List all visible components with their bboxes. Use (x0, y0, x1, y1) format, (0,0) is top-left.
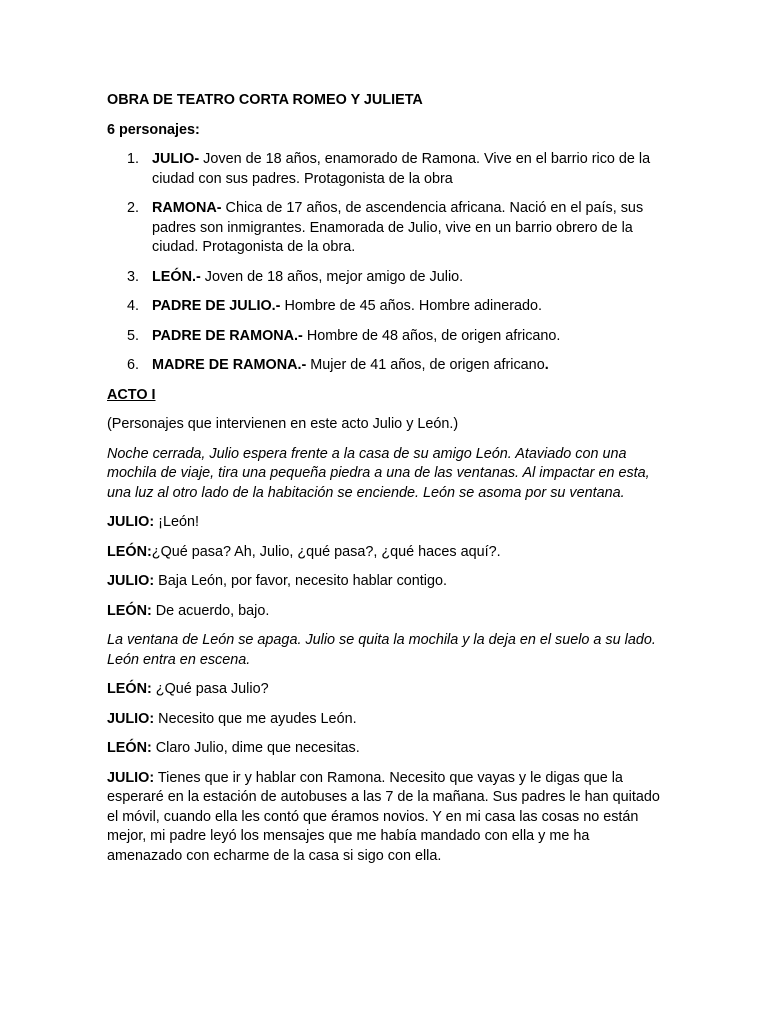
speaker-name: LEÓN: (107, 602, 152, 619)
dialogue-text: ¡León! (154, 514, 199, 530)
dialogue-text: ¿Qué pasa Julio? (151, 681, 269, 697)
dialogue-text: Baja León, por favor, necesito hablar contigo. (154, 573, 447, 589)
character-description: Joven de 18 años, mejor amigo de Julio. (200, 268, 464, 285)
document-page (107, 91, 667, 876)
character-description: Joven de 18 años, enamorado de Ramona. Vive en el barrio rico de la ciudad con sus padres. Protagonista de la obra (152, 151, 651, 187)
character-name: JULIO- (152, 151, 200, 167)
stage-direction: Noche cerrada, Julio espera frente a la casa de su amigo León. Ataviado con una mochila de viaje, tira una pequeña piedra a una de las ventanas. Al impactar en esta, una luz al otro lado de la habitación se enciende. León se asoma por su ventana. (107, 445, 650, 501)
dialogue-line (107, 572, 667, 592)
speaker-name: LEÓN: (107, 740, 152, 756)
character-item (107, 268, 667, 288)
character-item (107, 356, 667, 376)
character-number: 1. (127, 151, 140, 167)
dialogue-line (107, 513, 667, 533)
character-name: PADRE DE RAMONA.- (152, 327, 303, 344)
dialogue-text: Claro Julio, dime que necesitas. (151, 740, 360, 756)
dialogue-line (107, 680, 667, 700)
character-description: Mujer de 41 años, de origen africano (306, 357, 545, 373)
dialogue-text: ¿Qué pasa? Ah, Julio, ¿qué pasa?, ¿qué haces aquí?. (151, 543, 501, 560)
character-number: 3. (127, 268, 140, 285)
character-name: LEÓN.- (152, 268, 201, 285)
stage-direction: La ventana de León se apaga. Julio se quita la mochila y la deja en el suelo a su lado. León entra en escena. (107, 632, 656, 668)
dialogue-line (107, 710, 667, 730)
dialogue-line (107, 769, 667, 867)
character-number: 2. (127, 200, 140, 216)
character-description-period: . (544, 357, 549, 373)
act-note: (Personajes que intervienen en este acto Julio y León.) (107, 416, 459, 432)
character-name: MADRE DE RAMONA.- (152, 357, 307, 373)
speaker-name: LEÓN: (107, 681, 152, 697)
character-name: RAMONA- (152, 200, 222, 216)
dialogue-line (107, 602, 667, 622)
dialogue-text: Necesito que me ayudes León. (154, 710, 357, 727)
character-list (107, 150, 667, 376)
character-name: PADRE DE JULIO.- (152, 298, 281, 314)
character-number: 6. (127, 357, 140, 373)
document-title: OBRA DE TEATRO CORTA ROMEO Y JULIETA (107, 92, 423, 108)
character-description: Hombre de 45 años. Hombre adinerado. (280, 298, 543, 314)
character-item (107, 199, 667, 258)
character-description: Hombre de 48 años, de origen africano. (302, 327, 561, 344)
character-description: Chica de 17 años, de ascendencia africana. Nació en el país, sus padres son inmigrantes. Enamorada de Julio, vive en un barrio obrero de la ciudad. Protagonista de la obra. (152, 200, 644, 255)
act-heading: ACTO I (107, 386, 156, 403)
dialogue-text: De acuerdo, bajo. (151, 602, 270, 619)
character-number: 5. (127, 327, 140, 344)
speaker-name: JULIO: (107, 573, 155, 589)
speaker-name: JULIO: (107, 514, 155, 530)
speaker-name: JULIO: (107, 710, 155, 727)
dialogue-line (107, 739, 667, 759)
dialogue-line (107, 543, 667, 563)
character-item (107, 327, 667, 347)
characters-heading: 6 personajes: (107, 121, 200, 138)
speaker-name: LEÓN: (107, 543, 152, 560)
character-number: 4. (127, 298, 140, 314)
character-item (107, 150, 667, 189)
speaker-name: JULIO: (107, 769, 155, 786)
dialogue-text: Tienes que ir y hablar con Ramona. Necesito que vayas y le digas que la esperaré en la estación de autobuses a las 7 de la mañana. Sus padres le han quitado el móvil, cuando ella les contó que éramos novios. Y en mi casa las cosas no están mejor, mi padre leyó los mensajes que me había mandado con ella y me ha amenazado con echarme de la casa si sigo con ella. (107, 769, 660, 864)
character-item (107, 297, 667, 317)
